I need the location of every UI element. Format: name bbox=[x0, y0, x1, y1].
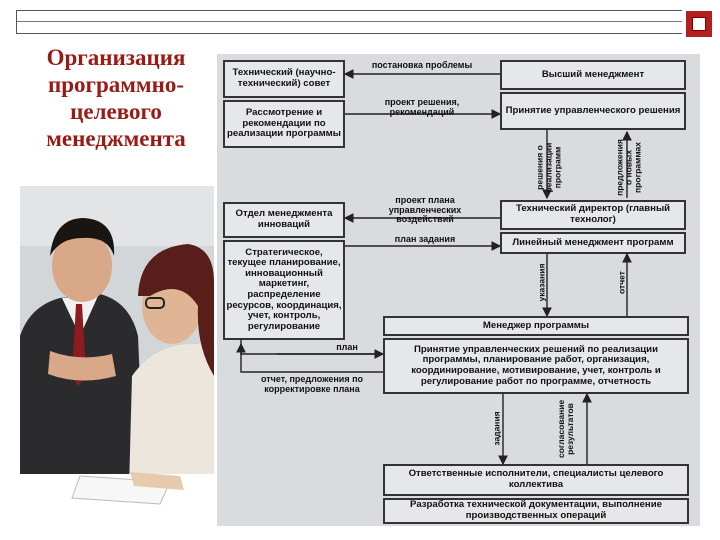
tech-council-box bbox=[223, 60, 345, 98]
corner-square-ornament bbox=[686, 11, 712, 37]
review-box bbox=[223, 100, 345, 148]
label-results-agreement: согласование результатов bbox=[556, 399, 575, 458]
label-report: отчет bbox=[616, 271, 627, 294]
top-management-box bbox=[500, 60, 686, 90]
strategic-text: Стратегическое, текущее планирование, инновационный маркетинг, распределение ресурсов, координация, учет, контроль, регулирование bbox=[226, 246, 342, 332]
tech-council-text: Технический (научно-технический) совет bbox=[232, 67, 336, 89]
tech-docs-box bbox=[383, 498, 689, 524]
strategic-functions-box bbox=[223, 240, 345, 340]
title-line-1: Организация bbox=[46, 45, 186, 70]
line-management-text: Линейный менеджмент программ bbox=[512, 236, 674, 248]
label-draft-decision: проект решения, рекомендаций bbox=[384, 97, 460, 117]
slide-title bbox=[20, 44, 212, 152]
review-text: Рассмотрение и рекомендации по реализации программы bbox=[227, 107, 341, 140]
top-management-text: Высший менеджмент bbox=[541, 68, 645, 80]
program-decisions-text: Принятие управленческих решений по реализации программы, планирование работ, организация, координирование, мотивирование, учет, контроль и регулирование работ по программе, отчетность bbox=[411, 343, 661, 387]
program-decisions-box bbox=[383, 338, 689, 394]
executors-box bbox=[383, 464, 689, 496]
label-plan: план bbox=[336, 342, 358, 352]
tech-director-text: Технический директор (главный технолог) bbox=[515, 203, 671, 225]
management-structure-diagram bbox=[217, 54, 700, 526]
innovation-dept-box bbox=[223, 202, 345, 238]
decision-box bbox=[500, 92, 686, 130]
label-control-plan-draft: проект плана управленческих воздействий bbox=[388, 195, 462, 225]
title-line-4: менеджмента bbox=[46, 126, 186, 151]
top-decorative-bar bbox=[16, 10, 682, 34]
title-line-3: целевого bbox=[70, 99, 162, 124]
label-tasks: задания bbox=[491, 411, 502, 446]
program-manager-text: Менеджер программы bbox=[482, 319, 590, 331]
decision-text: Принятие управленческого решения bbox=[505, 104, 681, 116]
tech-docs-text: Разработка технической документации, выполнение производственных операций bbox=[410, 499, 662, 521]
label-problem-statement: постановка проблемы bbox=[371, 60, 473, 70]
innovation-dept-text: Отдел менеджмента инноваций bbox=[235, 208, 333, 230]
label-task-plan: план задания bbox=[394, 234, 456, 244]
label-instructions: указания bbox=[536, 263, 547, 302]
tech-director-box bbox=[500, 200, 686, 230]
title-line-2: программно- bbox=[47, 72, 185, 97]
label-report-proposals: отчет, предложения по корректировке плана bbox=[260, 374, 364, 394]
line-management-box bbox=[500, 232, 686, 254]
label-proposals-new-programs: предложения о новых программах bbox=[614, 139, 643, 196]
label-decisions-on-implementation: решения о реализации программ bbox=[534, 142, 563, 193]
business-meeting-photo bbox=[20, 186, 214, 526]
executors-text: Ответственные исполнители, специалисты целевого коллектива bbox=[408, 468, 664, 490]
program-manager-box bbox=[383, 316, 689, 336]
